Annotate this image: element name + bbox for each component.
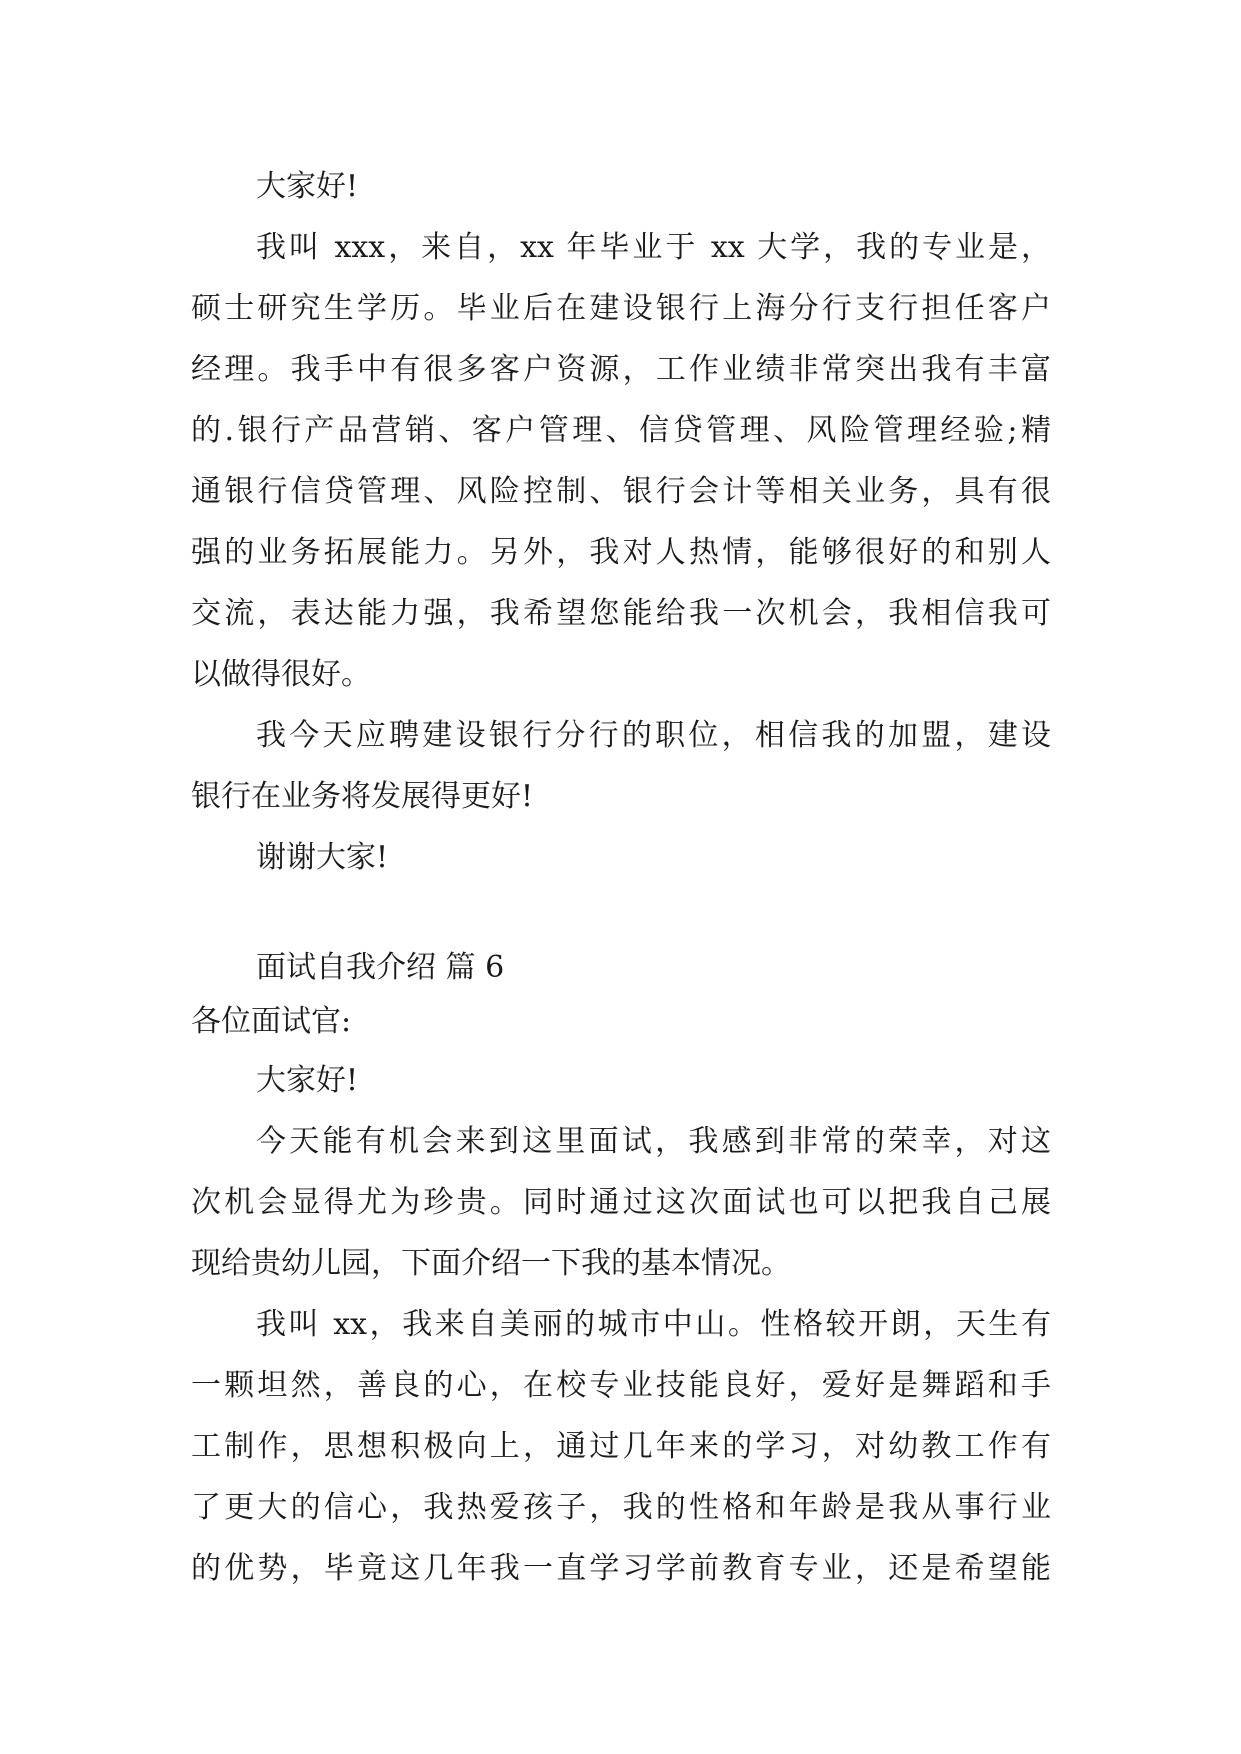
paragraph-line: 我今天应聘建设银行分行的职位，相信我的加盟，建设 <box>256 718 1051 753</box>
closing-line: 谢谢大家! <box>256 840 389 875</box>
section-heading: 面试自我介绍 篇 6 <box>256 950 505 985</box>
paragraph-line: 银行在业务将发展得更好! <box>191 779 534 814</box>
paragraph-line: 的优势，毕竟这几年我一直学习学前教育专业，还是希望能 <box>191 1551 1051 1586</box>
paragraph-line: 通银行信贷管理、风险控制、银行会计等相关业务，具有很 <box>191 474 1051 509</box>
paragraph-line: 强的业务拓展能力。另外，我对人热情，能够很好的和别人 <box>191 535 1051 570</box>
greeting-line: 大家好! <box>256 1063 359 1098</box>
paragraph-line: 现给贵幼儿园，下面介绍一下我的基本情况。 <box>191 1246 791 1281</box>
paragraph-line: 我叫 xx，我来自美丽的城市中山。性格较开朗，天生有 <box>256 1307 1051 1342</box>
paragraph-line: 了更大的信心，我热爱孩子，我的性格和年龄是我从事行业 <box>191 1490 1051 1525</box>
paragraph-line: 次机会显得尤为珍贵。同时通过这次面试也可以把我自己展 <box>191 1185 1051 1220</box>
paragraph-line: 经理。我手中有很多客户资源，工作业绩非常突出我有丰富 <box>191 352 1051 387</box>
paragraph-line: 硕士研究生学历。毕业后在建设银行上海分行支行担任客户 <box>191 291 1051 326</box>
paragraph-line: 工制作，思想积极向上，通过几年来的学习，对幼教工作有 <box>191 1429 1051 1464</box>
paragraph-line: 一颗坦然，善良的心，在校专业技能良好，爱好是舞蹈和手 <box>191 1368 1051 1403</box>
paragraph-line: 以做得很好。 <box>191 657 371 692</box>
paragraph-line: 我叫 xxx，来自，xx 年毕业于 xx 大学，我的专业是， <box>256 230 1051 265</box>
paragraph-line: 的.银行产品营销、客户管理、信贷管理、风险管理经验;精 <box>191 413 1051 448</box>
paragraph-line: 交流，表达能力强，我希望您能给我一次机会，我相信我可 <box>191 596 1051 631</box>
greeting-line: 大家好! <box>256 169 359 204</box>
paragraph-line: 今天能有机会来到这里面试，我感到非常的荣幸，对这 <box>256 1124 1051 1159</box>
salutation-line: 各位面试官: <box>191 1004 352 1039</box>
